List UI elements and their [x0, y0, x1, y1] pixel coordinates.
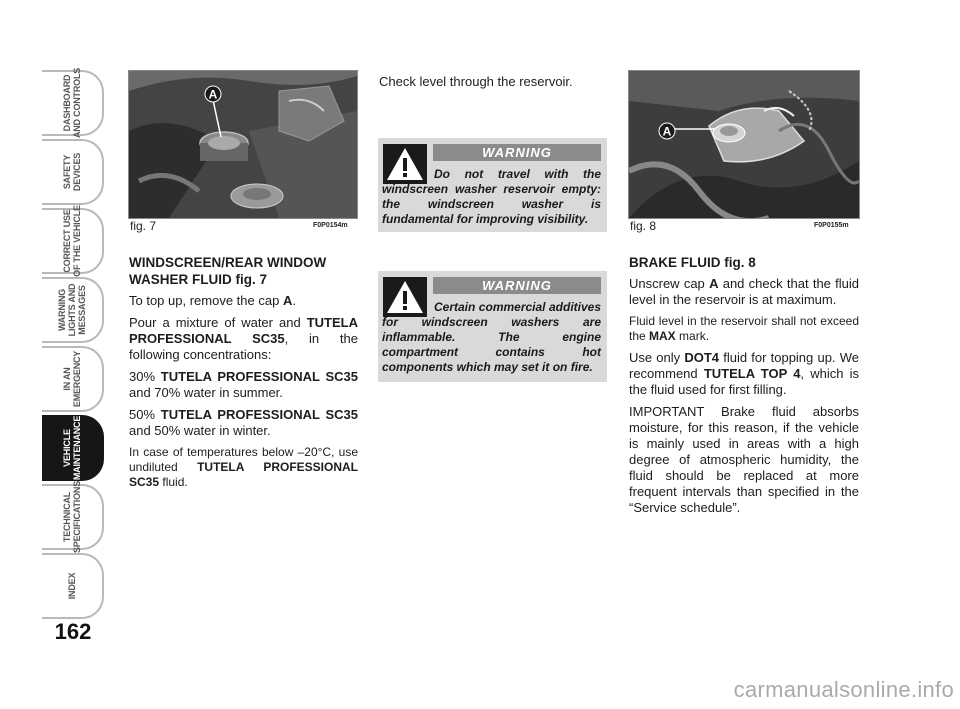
tab-label: WARNING LIGHTS AND MESSAGES: [57, 283, 87, 337]
tab-label: IN AN EMERGENCY: [62, 350, 82, 408]
warning-title: WARNING: [433, 277, 601, 294]
paragraph: Pour a mixture of water and TUTELA PROFESSIONAL SC35, in the following concentrations:: [129, 315, 358, 362]
paragraph: To top up, remove the cap A.: [129, 293, 296, 308]
watermark: carmanualsonline.info: [733, 677, 954, 702]
tab-label: SAFETY DEVICES: [62, 152, 82, 192]
tab-correct-use[interactable]: [42, 205, 104, 277]
tab-index[interactable]: [42, 553, 104, 619]
tab-label: TECHNICAL SPECIFICATIONS: [62, 480, 82, 554]
paragraph: Fluid level in the reservoir shall not exceed the MAX mark.: [629, 314, 859, 343]
tab-label: DASHBOARD AND CONTROLS: [62, 67, 82, 139]
tab-in-an-emergency[interactable]: [42, 346, 104, 412]
warning-box: [378, 271, 607, 382]
tab-technical-specifications[interactable]: [42, 480, 104, 554]
tab-safety-devices[interactable]: [42, 139, 104, 205]
tab-vehicle-maintenance[interactable]: [42, 415, 104, 481]
paragraph: Use only DOT4 fluid for topping up. We recommend TUTELA TOP 4, which is the fluid used for first filling.: [629, 350, 859, 397]
warning-text: Do not travel with the windscreen washer reservoir empty: the windscreen washer is fundamental for improving visibility.: [382, 167, 601, 226]
figure-7-code: F0P0154m: [313, 222, 348, 229]
figure-marker: A: [662, 124, 672, 139]
page-number: 162: [54, 619, 92, 644]
figure-7-image: [128, 70, 358, 219]
paragraph: IMPORTANT Brake fluid absorbs moisture, for this reason, if the vehicle is mainly used in areas with a high degree of atmospheric humidity, the fluid should be replaced at more frequent intervals than specified in the “Service schedule”.: [629, 404, 859, 515]
warning-box: [378, 138, 607, 232]
paragraph: Unscrew cap A and check that the fluid level in the reservoir is at maximum.: [629, 276, 860, 307]
figure-8-code: F0P0155m: [814, 222, 849, 229]
washer-fluid-section: [129, 254, 358, 496]
tab-label: CORRECT USE OF THE VEHICLE: [62, 205, 82, 277]
check-level-text: Check level through the reservoir.: [379, 74, 573, 89]
tab-warning-lights[interactable]: [42, 277, 104, 343]
tab-label: INDEX: [67, 572, 77, 600]
paragraph: 30% TUTELA PROFESSIONAL SC35 and 70% water in summer.: [129, 369, 358, 400]
tab-label: VEHICLE MAINTENANCE: [62, 415, 82, 481]
figure-7-caption: fig. 7: [130, 219, 157, 233]
section-heading: WINDSCREEN/REAR WINDOW WASHER FLUID fig. 7: [129, 255, 327, 287]
figure-8-image: [628, 70, 860, 219]
brake-fluid-section: [629, 254, 859, 522]
figure-marker: A: [208, 87, 218, 102]
section-heading: BRAKE FLUID fig. 8: [629, 255, 756, 270]
figure-8-caption: fig. 8: [630, 219, 657, 233]
paragraph: In case of temperatures below –20°C, use undiluted TUTELA PROFESSIONAL SC35 fluid.: [129, 445, 358, 489]
warning-title: WARNING: [433, 144, 601, 161]
warning-text: Certain commercial additives for windscreen washers are inflammable. The engine compartment contains hot components which may set it on fire.: [382, 300, 601, 374]
tab-dashboard-and-controls[interactable]: [42, 67, 104, 139]
paragraph: 50% TUTELA PROFESSIONAL SC35 and 50% water in winter.: [129, 407, 358, 438]
